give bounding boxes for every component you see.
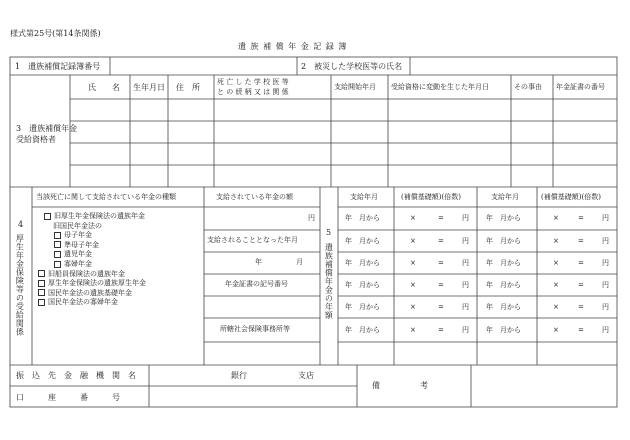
col-header-cert: 年金証書の番号 (556, 83, 605, 91)
payment-month-from: 年 月から (486, 214, 521, 222)
payment-month-from: 年 月から (486, 325, 521, 334)
pension-type-label: 準母子年金 (64, 240, 99, 249)
times-sign: × (410, 236, 416, 245)
yen-unit: 円 (602, 214, 609, 222)
paid-amount-header: 支給されている年金の額 (216, 193, 293, 201)
pension-type-label: 国民年金法の寡婦年金 (48, 298, 118, 307)
times-sign: × (410, 280, 416, 289)
page-title: 遺 族 補 償 年 金 記 録 簿 (238, 42, 348, 51)
col-header-birth: 生年月日 (133, 83, 165, 92)
payment-month-from: 年 月から (486, 236, 521, 245)
yen-unit: 円 (602, 258, 609, 267)
equals-sign: = (438, 258, 444, 267)
col-header-change: 受給資格に変動を生じた年月日 (391, 83, 489, 91)
pension-type-label: 厚生年金保険法の遺族厚生年金 (48, 279, 146, 288)
yen-unit: 円 (462, 280, 469, 289)
payment-month-from: 年 月から (486, 302, 521, 311)
section5-vertical-label: 遺族補償年金の年額 (324, 243, 334, 320)
yen-unit: 円 (462, 214, 469, 222)
pension-type-label: 旧厚生年金保険法の遺族年金 (54, 212, 145, 220)
checkbox[interactable] (54, 261, 61, 268)
checkbox[interactable] (38, 289, 45, 296)
pension-type-header: 当該死亡に関して支給されている年金の種類 (36, 193, 176, 201)
times-sign: × (553, 325, 559, 334)
equals-sign: = (438, 302, 444, 311)
yen-unit: 円 (602, 236, 609, 245)
payment-month-from: 年 月から (345, 280, 380, 289)
section3-label: 3 遺族補償年金 受給資格者 (16, 124, 78, 144)
section4-vertical-label: 厚生年金保険等の受給関係 (15, 234, 25, 336)
times-sign: × (410, 302, 416, 311)
checkbox[interactable] (54, 251, 61, 258)
checkbox[interactable] (54, 241, 61, 248)
pension-type-label: 旧国民年金法の (53, 221, 102, 230)
equals-sign: = (578, 325, 584, 334)
yen-unit: 円 (602, 325, 609, 334)
pension-type-label: 母子年金 (64, 231, 92, 240)
equals-sign: = (578, 302, 584, 311)
equals-sign: = (578, 280, 584, 289)
pension-type-label: 旧船員保険法の遺族年金 (48, 269, 125, 278)
col-header-relation-2: と の 続 柄 又 は 関 係 (217, 88, 289, 96)
form-number: 様式第25号(第14条関係) (10, 29, 101, 38)
yen-unit: 円 (462, 325, 469, 334)
yen-unit: 円 (462, 258, 469, 267)
deceased-name-label: 2 被災した学校医等の氏名 (301, 62, 403, 71)
pension-type-item (38, 288, 132, 298)
col-header-reason: その事由 (514, 83, 542, 91)
yen-unit: 円 (602, 302, 609, 311)
checkbox[interactable] (38, 299, 45, 306)
remarks-label: 備 考 (372, 381, 428, 390)
pension-type-item (54, 240, 99, 250)
yen-unit: 円 (462, 302, 469, 311)
section4-number: 4 (18, 220, 24, 229)
equals-sign: = (578, 214, 584, 222)
bank-name-label: 振 込 先 金 融 機 関 名 (16, 371, 136, 380)
pension-type-item (38, 269, 125, 279)
cert-symbol-label: 年金証書の記号番号 (225, 280, 288, 288)
checkbox[interactable] (38, 280, 45, 287)
equals-sign: = (578, 236, 584, 245)
payment-month-from: 年 月から (345, 325, 380, 334)
equals-sign: = (438, 325, 444, 334)
yen-unit: 円 (602, 280, 609, 289)
col-header-relation-1: 死 亡 し た 学 校 医 等 (217, 78, 289, 86)
times-sign: × (553, 280, 559, 289)
office-label: 所轄社会保険事務所等 (220, 325, 290, 333)
bank-suffix: 銀行 (231, 371, 247, 380)
times-sign: × (553, 258, 559, 267)
section5-number: 5 (326, 228, 332, 237)
payment-month-from: 年 月から (486, 258, 521, 267)
payment-month-from: 年 月から (345, 258, 380, 267)
pension-type-label: 国民年金法の遺族基礎年金 (48, 288, 132, 297)
equals-sign: = (438, 280, 444, 289)
col-header-address: 住 所 (176, 83, 200, 92)
account-number-label: 口 座 番 号 (16, 393, 120, 402)
times-sign: × (410, 258, 416, 267)
s5-header-base-2: (補償基礎額)(倍数) (541, 193, 601, 201)
checkbox[interactable] (38, 270, 45, 277)
payment-month-from: 年 月から (345, 236, 380, 245)
record-number-label: 1 遺族補償記録簿番号 (15, 62, 101, 71)
checkbox[interactable] (54, 232, 61, 239)
payment-month-from: 年 月から (345, 302, 380, 311)
pension-type-item (44, 221, 102, 231)
checkbox[interactable] (44, 213, 51, 220)
times-sign: × (553, 214, 559, 222)
paid-amount-yen: 円 (308, 214, 315, 222)
pension-type-label: 遺児年金 (64, 250, 92, 259)
pension-type-label: 寡婦年金 (64, 260, 92, 268)
times-sign: × (553, 236, 559, 245)
became-paid-year: 年 (255, 258, 262, 266)
equals-sign: = (438, 214, 444, 222)
payment-month-from: 年 月から (486, 280, 521, 289)
s5-header-month-1: 支給年月 (350, 193, 378, 201)
yen-unit: 円 (462, 236, 469, 245)
times-sign: × (410, 214, 416, 222)
pension-type-item (54, 230, 92, 240)
s5-header-month-2: 支給年月 (491, 193, 519, 201)
pension-type-item (54, 259, 92, 269)
pension-type-item (54, 249, 92, 259)
became-paid-month: 月 (296, 258, 303, 266)
col-header-start: 支給開始年月 (334, 83, 376, 91)
pension-type-item (38, 297, 118, 307)
times-sign: × (410, 325, 416, 334)
pension-type-item (38, 278, 146, 288)
equals-sign: = (578, 258, 584, 267)
payment-month-from: 年 月から (345, 214, 380, 222)
equals-sign: = (438, 236, 444, 245)
became-paid-label: 支給されることとなった年月 (207, 236, 298, 244)
s5-header-base-1: (補償基礎額)(倍数) (401, 193, 461, 201)
pension-type-item (44, 211, 145, 221)
col-header-name: 氏 名 (88, 83, 120, 92)
branch-suffix: 支店 (298, 371, 314, 380)
times-sign: × (553, 302, 559, 311)
